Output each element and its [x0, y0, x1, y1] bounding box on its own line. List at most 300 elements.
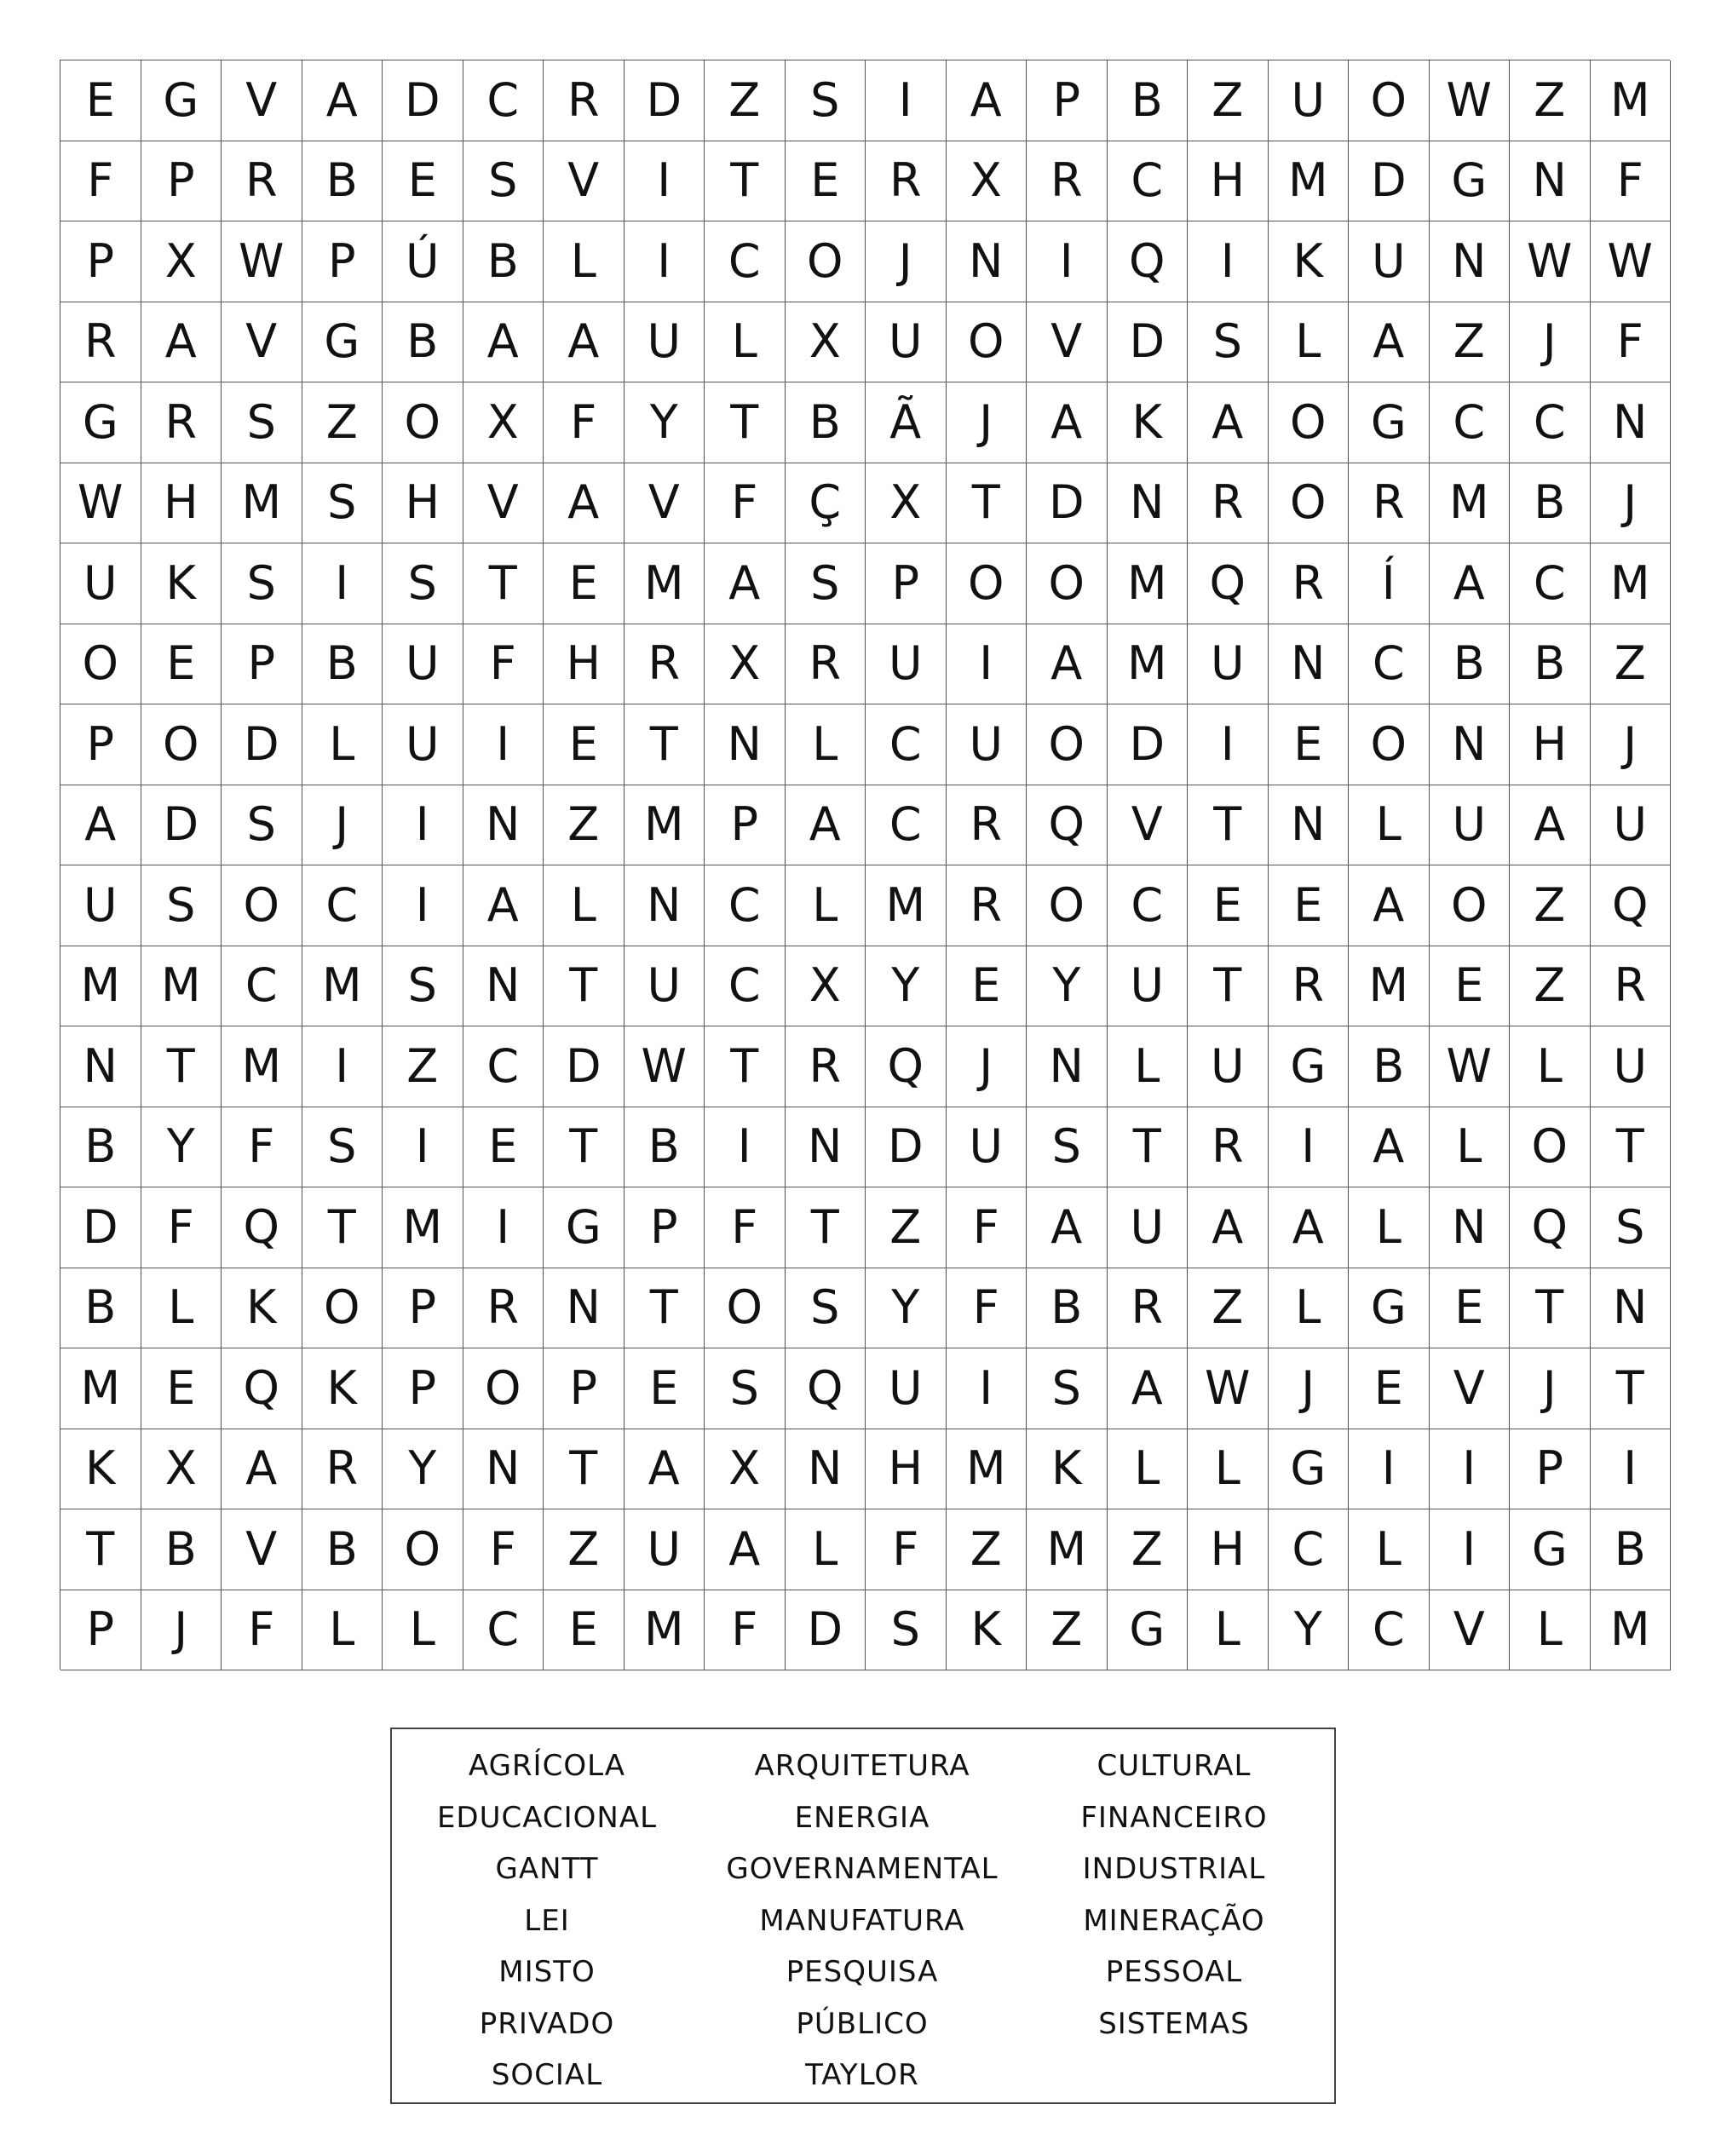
grid-cell[interactable]: S [141, 865, 222, 946]
grid-cell[interactable]: S [1591, 1187, 1672, 1268]
grid-cell[interactable]: I [383, 1107, 463, 1188]
grid-cell[interactable]: L [1430, 1107, 1511, 1188]
grid-cell[interactable]: C [1349, 624, 1430, 705]
grid-cell[interactable]: F [141, 1187, 222, 1268]
grid-cell[interactable]: N [1510, 141, 1591, 222]
grid-cell[interactable]: R [1188, 463, 1269, 544]
grid-cell[interactable]: E [947, 946, 1027, 1027]
grid-cell[interactable]: M [1430, 463, 1511, 544]
grid-cell[interactable]: C [1510, 543, 1591, 624]
grid-cell[interactable]: L [786, 865, 866, 946]
grid-cell[interactable]: F [1591, 302, 1672, 383]
grid-cell[interactable]: J [302, 785, 383, 866]
grid-cell[interactable]: P [544, 1348, 625, 1429]
grid-cell[interactable]: O [947, 543, 1027, 624]
grid-cell[interactable]: E [463, 1107, 544, 1188]
grid-cell[interactable]: M [1591, 60, 1672, 141]
grid-cell[interactable]: I [1430, 1509, 1511, 1590]
grid-cell[interactable]: M [866, 865, 947, 946]
grid-cell[interactable]: A [463, 302, 544, 383]
grid-cell[interactable]: L [705, 302, 786, 383]
grid-cell[interactable]: M [625, 543, 705, 624]
grid-cell[interactable]: T [1188, 946, 1269, 1027]
grid-cell[interactable]: A [1027, 1187, 1108, 1268]
grid-cell[interactable]: P [625, 1187, 705, 1268]
grid-cell[interactable]: D [1108, 704, 1189, 785]
grid-cell[interactable]: W [222, 221, 302, 302]
grid-cell[interactable]: G [302, 302, 383, 383]
grid-cell[interactable]: N [1591, 1268, 1672, 1349]
grid-cell[interactable]: Q [222, 1348, 302, 1429]
grid-cell[interactable]: U [625, 1509, 705, 1590]
grid-cell[interactable]: I [866, 60, 947, 141]
grid-cell[interactable]: R [1108, 1268, 1189, 1349]
grid-cell[interactable]: S [222, 785, 302, 866]
grid-cell[interactable]: P [60, 704, 141, 785]
grid-cell[interactable]: S [705, 1348, 786, 1429]
grid-cell[interactable]: P [222, 624, 302, 705]
grid-cell[interactable]: I [1591, 1429, 1672, 1510]
grid-cell[interactable]: G [1269, 1429, 1350, 1510]
grid-cell[interactable]: O [947, 302, 1027, 383]
grid-cell[interactable]: T [302, 1187, 383, 1268]
grid-cell[interactable]: O [302, 1268, 383, 1349]
grid-cell[interactable]: A [222, 1429, 302, 1510]
grid-cell[interactable]: C [222, 946, 302, 1027]
grid-cell[interactable]: B [60, 1268, 141, 1349]
grid-cell[interactable]: N [625, 865, 705, 946]
grid-cell[interactable]: O [463, 1348, 544, 1429]
grid-cell[interactable]: R [544, 60, 625, 141]
grid-cell[interactable]: R [141, 382, 222, 463]
grid-cell[interactable]: M [625, 1590, 705, 1671]
grid-cell[interactable]: E [1349, 1348, 1430, 1429]
grid-cell[interactable]: L [1108, 1026, 1189, 1107]
grid-cell[interactable]: W [1430, 1026, 1511, 1107]
grid-cell[interactable]: Q [866, 1026, 947, 1107]
grid-cell[interactable]: N [1027, 1026, 1108, 1107]
grid-cell[interactable]: T [1591, 1107, 1672, 1188]
grid-cell[interactable]: C [1510, 382, 1591, 463]
grid-cell[interactable]: A [1349, 302, 1430, 383]
grid-cell[interactable]: L [544, 221, 625, 302]
grid-cell[interactable]: A [141, 302, 222, 383]
grid-cell[interactable]: N [544, 1268, 625, 1349]
grid-cell[interactable]: H [866, 1429, 947, 1510]
grid-cell[interactable]: J [1510, 302, 1591, 383]
grid-cell[interactable]: D [1349, 141, 1430, 222]
grid-cell[interactable]: V [1027, 302, 1108, 383]
grid-cell[interactable]: P [60, 221, 141, 302]
grid-cell[interactable]: O [141, 704, 222, 785]
grid-cell[interactable]: N [1591, 382, 1672, 463]
grid-cell[interactable]: L [302, 704, 383, 785]
grid-cell[interactable]: Z [1027, 1590, 1108, 1671]
grid-cell[interactable]: B [302, 624, 383, 705]
grid-cell[interactable]: R [1269, 543, 1350, 624]
grid-cell[interactable]: I [383, 865, 463, 946]
grid-cell[interactable]: O [1510, 1107, 1591, 1188]
grid-cell[interactable]: U [1108, 1187, 1189, 1268]
grid-cell[interactable]: C [463, 60, 544, 141]
grid-cell[interactable]: A [1269, 1187, 1350, 1268]
grid-cell[interactable]: M [625, 785, 705, 866]
grid-cell[interactable]: C [1430, 382, 1511, 463]
grid-cell[interactable]: N [60, 1026, 141, 1107]
grid-cell[interactable]: Z [866, 1187, 947, 1268]
grid-cell[interactable]: E [544, 543, 625, 624]
grid-cell[interactable]: E [1430, 1268, 1511, 1349]
grid-cell[interactable]: F [463, 624, 544, 705]
grid-cell[interactable]: A [1027, 624, 1108, 705]
grid-cell[interactable]: U [1591, 785, 1672, 866]
grid-cell[interactable]: M [1027, 1509, 1108, 1590]
grid-cell[interactable]: S [786, 1268, 866, 1349]
grid-cell[interactable]: M [1269, 141, 1350, 222]
grid-cell[interactable]: A [1027, 382, 1108, 463]
grid-cell[interactable]: R [786, 624, 866, 705]
grid-cell[interactable]: L [302, 1590, 383, 1671]
grid-cell[interactable]: A [60, 785, 141, 866]
grid-cell[interactable]: B [1591, 1509, 1672, 1590]
grid-cell[interactable]: T [705, 382, 786, 463]
grid-cell[interactable]: T [705, 141, 786, 222]
grid-cell[interactable]: R [947, 865, 1027, 946]
grid-cell[interactable]: U [60, 543, 141, 624]
grid-cell[interactable]: H [1188, 1509, 1269, 1590]
grid-cell[interactable]: R [463, 1268, 544, 1349]
grid-cell[interactable]: L [1510, 1590, 1591, 1671]
grid-cell[interactable]: Z [1108, 1509, 1189, 1590]
grid-cell[interactable]: F [705, 1187, 786, 1268]
grid-cell[interactable]: K [60, 1429, 141, 1510]
grid-cell[interactable]: F [222, 1590, 302, 1671]
grid-cell[interactable]: Z [544, 1509, 625, 1590]
grid-cell[interactable]: S [786, 60, 866, 141]
grid-cell[interactable]: A [302, 60, 383, 141]
grid-cell[interactable]: U [866, 1348, 947, 1429]
grid-cell[interactable]: S [866, 1590, 947, 1671]
grid-cell[interactable]: Y [1027, 946, 1108, 1027]
grid-cell[interactable]: E [1430, 946, 1511, 1027]
grid-cell[interactable]: B [141, 1509, 222, 1590]
grid-cell[interactable]: C [705, 865, 786, 946]
grid-cell[interactable]: I [302, 543, 383, 624]
grid-cell[interactable]: U [947, 704, 1027, 785]
grid-cell[interactable]: H [1510, 704, 1591, 785]
grid-cell[interactable]: I [1027, 221, 1108, 302]
grid-cell[interactable]: E [786, 141, 866, 222]
grid-cell[interactable]: R [1591, 946, 1672, 1027]
grid-cell[interactable]: Z [383, 1026, 463, 1107]
grid-cell[interactable]: D [1108, 302, 1189, 383]
grid-cell[interactable]: U [866, 302, 947, 383]
grid-cell[interactable]: S [302, 1107, 383, 1188]
grid-cell[interactable]: O [383, 382, 463, 463]
grid-cell[interactable]: N [1430, 1187, 1511, 1268]
grid-cell[interactable]: M [302, 946, 383, 1027]
grid-cell[interactable]: S [1027, 1107, 1108, 1188]
grid-cell[interactable]: S [463, 141, 544, 222]
grid-cell[interactable]: I [1349, 1429, 1430, 1510]
grid-cell[interactable]: A [705, 543, 786, 624]
grid-cell[interactable]: M [222, 1026, 302, 1107]
grid-cell[interactable]: U [1188, 1026, 1269, 1107]
grid-cell[interactable]: U [625, 302, 705, 383]
grid-cell[interactable]: U [1430, 785, 1511, 866]
grid-cell[interactable]: X [141, 221, 222, 302]
grid-cell[interactable]: T [705, 1026, 786, 1107]
grid-cell[interactable]: R [866, 141, 947, 222]
grid-cell[interactable]: Y [866, 946, 947, 1027]
grid-cell[interactable]: L [1188, 1429, 1269, 1510]
grid-cell[interactable]: I [1188, 704, 1269, 785]
grid-cell[interactable]: F [947, 1187, 1027, 1268]
grid-cell[interactable]: Z [947, 1509, 1027, 1590]
grid-cell[interactable]: N [1269, 624, 1350, 705]
grid-cell[interactable]: N [463, 946, 544, 1027]
grid-cell[interactable]: N [463, 1429, 544, 1510]
grid-cell[interactable]: M [383, 1187, 463, 1268]
grid-cell[interactable]: T [1108, 1107, 1189, 1188]
grid-cell[interactable]: L [1269, 302, 1350, 383]
grid-cell[interactable]: S [222, 543, 302, 624]
grid-cell[interactable]: P [141, 141, 222, 222]
grid-cell[interactable]: X [705, 624, 786, 705]
grid-cell[interactable]: F [1591, 141, 1672, 222]
grid-cell[interactable]: J [1591, 463, 1672, 544]
grid-cell[interactable]: I [705, 1107, 786, 1188]
grid-cell[interactable]: A [1108, 1348, 1189, 1429]
grid-cell[interactable]: M [60, 1348, 141, 1429]
grid-cell[interactable]: G [141, 60, 222, 141]
grid-cell[interactable]: T [1188, 785, 1269, 866]
grid-cell[interactable]: T [786, 1187, 866, 1268]
grid-cell[interactable]: T [141, 1026, 222, 1107]
grid-cell[interactable]: C [866, 785, 947, 866]
grid-cell[interactable]: D [544, 1026, 625, 1107]
grid-cell[interactable]: B [786, 382, 866, 463]
grid-cell[interactable]: T [625, 1268, 705, 1349]
grid-cell[interactable]: J [866, 221, 947, 302]
grid-cell[interactable]: K [141, 543, 222, 624]
grid-cell[interactable]: F [705, 1590, 786, 1671]
grid-cell[interactable]: U [1591, 1026, 1672, 1107]
grid-cell[interactable]: I [463, 704, 544, 785]
grid-cell[interactable]: N [705, 704, 786, 785]
grid-cell[interactable]: Z [1188, 60, 1269, 141]
grid-cell[interactable]: U [1349, 221, 1430, 302]
grid-cell[interactable]: C [1269, 1509, 1350, 1590]
grid-cell[interactable]: O [1027, 704, 1108, 785]
grid-cell[interactable]: X [463, 382, 544, 463]
grid-cell[interactable]: N [947, 221, 1027, 302]
grid-cell[interactable]: N [786, 1107, 866, 1188]
grid-cell[interactable]: D [786, 1590, 866, 1671]
grid-cell[interactable]: J [1269, 1348, 1350, 1429]
grid-cell[interactable]: R [625, 624, 705, 705]
grid-cell[interactable]: L [786, 1509, 866, 1590]
grid-cell[interactable]: U [60, 865, 141, 946]
grid-cell[interactable]: Q [786, 1348, 866, 1429]
grid-cell[interactable]: E [141, 624, 222, 705]
grid-cell[interactable]: C [705, 946, 786, 1027]
grid-cell[interactable]: A [1188, 1187, 1269, 1268]
grid-cell[interactable]: T [544, 1107, 625, 1188]
grid-cell[interactable]: Q [222, 1187, 302, 1268]
grid-cell[interactable]: G [1349, 1268, 1430, 1349]
grid-cell[interactable]: P [302, 221, 383, 302]
grid-cell[interactable]: K [947, 1590, 1027, 1671]
grid-cell[interactable]: B [463, 221, 544, 302]
grid-cell[interactable]: F [947, 1268, 1027, 1349]
grid-cell[interactable]: C [463, 1026, 544, 1107]
grid-cell[interactable]: I [625, 141, 705, 222]
grid-cell[interactable]: G [1108, 1590, 1189, 1671]
grid-cell[interactable]: D [866, 1107, 947, 1188]
grid-cell[interactable]: Z [1510, 946, 1591, 1027]
grid-cell[interactable]: V [1108, 785, 1189, 866]
grid-cell[interactable]: B [1510, 624, 1591, 705]
grid-cell[interactable]: K [1027, 1429, 1108, 1510]
grid-cell[interactable]: I [302, 1026, 383, 1107]
grid-cell[interactable]: M [1108, 624, 1189, 705]
grid-cell[interactable]: A [1430, 543, 1511, 624]
grid-cell[interactable]: H [383, 463, 463, 544]
grid-cell[interactable]: L [1108, 1429, 1189, 1510]
grid-cell[interactable]: B [1349, 1026, 1430, 1107]
grid-cell[interactable]: Ã [866, 382, 947, 463]
grid-cell[interactable]: W [1430, 60, 1511, 141]
grid-cell[interactable]: O [383, 1509, 463, 1590]
grid-cell[interactable]: T [544, 946, 625, 1027]
grid-cell[interactable]: R [947, 785, 1027, 866]
grid-cell[interactable]: I [625, 221, 705, 302]
grid-cell[interactable]: N [786, 1429, 866, 1510]
grid-cell[interactable]: T [463, 543, 544, 624]
grid-cell[interactable]: M [60, 946, 141, 1027]
grid-cell[interactable]: W [1510, 221, 1591, 302]
grid-cell[interactable]: Z [1188, 1268, 1269, 1349]
grid-cell[interactable]: B [1027, 1268, 1108, 1349]
grid-cell[interactable]: H [141, 463, 222, 544]
grid-cell[interactable]: P [383, 1268, 463, 1349]
grid-cell[interactable]: C [302, 865, 383, 946]
grid-cell[interactable]: P [705, 785, 786, 866]
grid-cell[interactable]: N [463, 785, 544, 866]
grid-cell[interactable]: A [463, 865, 544, 946]
grid-cell[interactable]: X [866, 463, 947, 544]
grid-cell[interactable]: E [625, 1348, 705, 1429]
grid-cell[interactable]: L [141, 1268, 222, 1349]
grid-cell[interactable]: O [1430, 865, 1511, 946]
grid-cell[interactable]: J [141, 1590, 222, 1671]
grid-cell[interactable]: P [1027, 60, 1108, 141]
grid-cell[interactable]: D [141, 785, 222, 866]
grid-cell[interactable]: V [222, 60, 302, 141]
grid-cell[interactable]: C [866, 704, 947, 785]
grid-cell[interactable]: D [625, 60, 705, 141]
grid-cell[interactable]: T [544, 1429, 625, 1510]
grid-cell[interactable]: R [1349, 463, 1430, 544]
grid-cell[interactable]: F [866, 1509, 947, 1590]
grid-cell[interactable]: T [1591, 1348, 1672, 1429]
grid-cell[interactable]: X [947, 141, 1027, 222]
grid-cell[interactable]: C [463, 1590, 544, 1671]
grid-cell[interactable]: O [1349, 60, 1430, 141]
grid-cell[interactable]: F [222, 1107, 302, 1188]
grid-cell[interactable]: M [1349, 946, 1430, 1027]
grid-cell[interactable]: X [786, 302, 866, 383]
grid-cell[interactable]: E [1269, 704, 1350, 785]
grid-cell[interactable]: W [625, 1026, 705, 1107]
grid-cell[interactable]: F [463, 1509, 544, 1590]
grid-cell[interactable]: I [1430, 1429, 1511, 1510]
grid-cell[interactable]: Z [544, 785, 625, 866]
grid-cell[interactable]: J [1591, 704, 1672, 785]
grid-cell[interactable]: K [1108, 382, 1189, 463]
grid-cell[interactable]: V [1430, 1590, 1511, 1671]
grid-cell[interactable]: O [60, 624, 141, 705]
grid-cell[interactable]: Y [141, 1107, 222, 1188]
grid-cell[interactable]: A [544, 302, 625, 383]
grid-cell[interactable]: Z [1510, 865, 1591, 946]
grid-cell[interactable]: O [1269, 382, 1350, 463]
grid-cell[interactable]: P [60, 1590, 141, 1671]
grid-cell[interactable]: L [1349, 1509, 1430, 1590]
grid-cell[interactable]: I [1269, 1107, 1350, 1188]
grid-cell[interactable]: L [544, 865, 625, 946]
grid-cell[interactable]: U [947, 1107, 1027, 1188]
grid-cell[interactable]: I [947, 624, 1027, 705]
grid-cell[interactable]: F [705, 463, 786, 544]
grid-cell[interactable]: F [544, 382, 625, 463]
grid-cell[interactable]: L [1349, 1187, 1430, 1268]
grid-cell[interactable]: U [1108, 946, 1189, 1027]
grid-cell[interactable]: I [947, 1348, 1027, 1429]
grid-cell[interactable]: S [383, 543, 463, 624]
grid-cell[interactable]: S [302, 463, 383, 544]
grid-cell[interactable]: T [625, 704, 705, 785]
grid-cell[interactable]: V [222, 1509, 302, 1590]
grid-cell[interactable]: X [786, 946, 866, 1027]
grid-cell[interactable]: A [1510, 785, 1591, 866]
grid-cell[interactable]: A [947, 60, 1027, 141]
grid-cell[interactable]: Z [302, 382, 383, 463]
grid-cell[interactable]: T [947, 463, 1027, 544]
grid-cell[interactable]: K [222, 1268, 302, 1349]
grid-cell[interactable]: R [60, 302, 141, 383]
grid-cell[interactable]: C [1108, 865, 1189, 946]
grid-cell[interactable]: R [1027, 141, 1108, 222]
grid-cell[interactable]: L [1510, 1026, 1591, 1107]
grid-cell[interactable]: U [625, 946, 705, 1027]
grid-cell[interactable]: H [1188, 141, 1269, 222]
grid-cell[interactable]: Q [1108, 221, 1189, 302]
grid-cell[interactable]: O [1027, 865, 1108, 946]
grid-cell[interactable]: N [1269, 785, 1350, 866]
grid-cell[interactable]: Z [1510, 60, 1591, 141]
grid-cell[interactable]: B [60, 1107, 141, 1188]
grid-cell[interactable]: S [1188, 302, 1269, 383]
grid-cell[interactable]: M [1591, 543, 1672, 624]
grid-cell[interactable]: Y [1269, 1590, 1350, 1671]
grid-cell[interactable]: L [1269, 1268, 1350, 1349]
grid-cell[interactable]: Ú [383, 221, 463, 302]
grid-cell[interactable]: V [544, 141, 625, 222]
grid-cell[interactable]: U [866, 624, 947, 705]
grid-cell[interactable]: G [1349, 382, 1430, 463]
